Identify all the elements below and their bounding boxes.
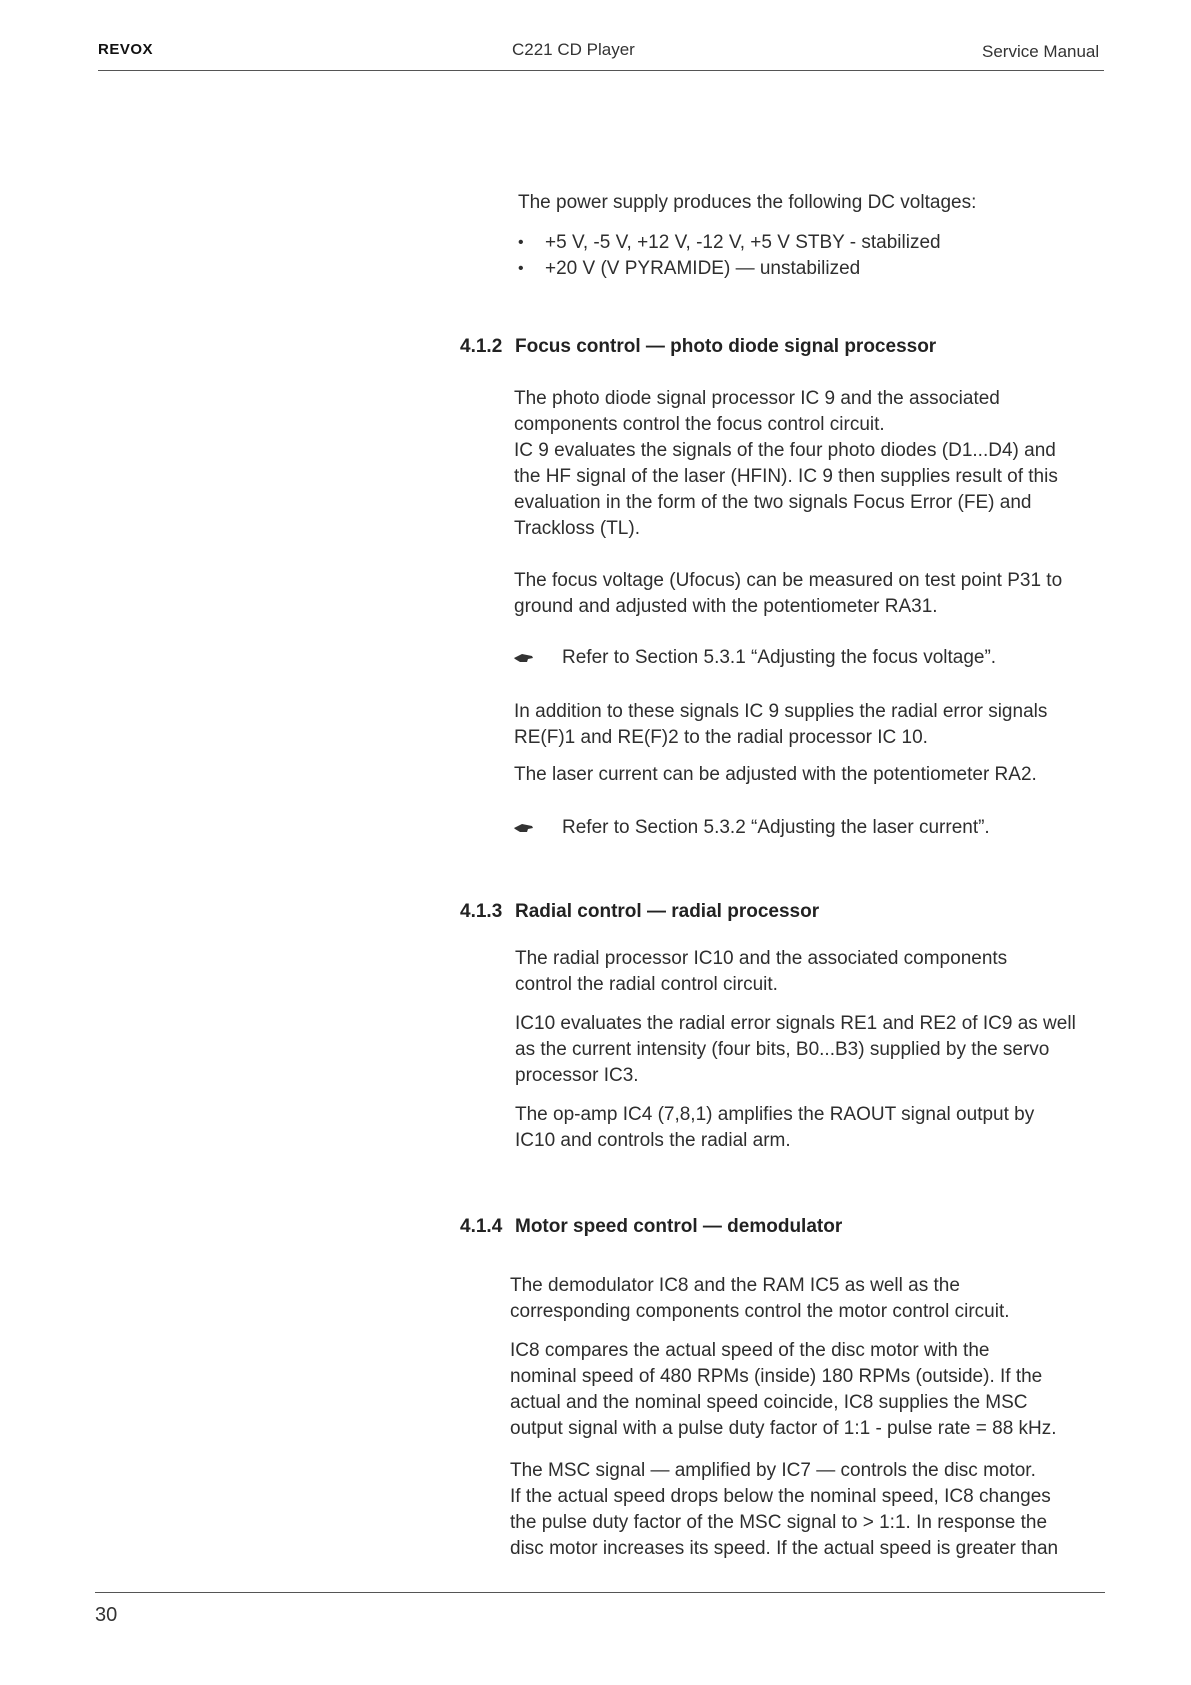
section-title: Radial control — radial processor — [515, 901, 820, 922]
cross-reference-laser-current — [514, 815, 1074, 841]
section-heading-4-1-3 — [460, 901, 819, 923]
text-line: IC 9 evaluates the signals of the four photo diodes (D1...D4) and — [514, 440, 1056, 461]
text-line: IC8 compares the actual speed of the disc motor with the — [510, 1340, 990, 1361]
text-line: the HF signal of the laser (HFIN). IC 9 then supplies result of this — [514, 466, 1058, 487]
intro-lead: The power supply produces the following DC voltages: — [518, 192, 977, 213]
text-line: The photo diode signal processor IC 9 and the associated — [514, 388, 1000, 409]
text-line: disc motor increases its speed. If the actual speed is greater than — [510, 1538, 1059, 1559]
pointing-hand-icon — [514, 653, 534, 663]
page-number: 30 — [95, 1604, 118, 1626]
text-line: The MSC signal — amplified by IC7 — controls the disc motor. — [510, 1460, 1036, 1481]
text-line: the pulse duty factor of the MSC signal to > 1:1. In response the — [510, 1512, 1048, 1533]
paragraph — [514, 386, 1058, 542]
section-heading-4-1-2 — [460, 336, 936, 358]
footer-rule — [95, 1592, 1105, 1593]
text-line: components control the focus control circuit. — [514, 414, 885, 435]
paragraph: The laser current can be adjusted with the potentiometer RA2. — [514, 764, 1037, 785]
section-heading-4-1-4 — [460, 1216, 842, 1238]
paragraph — [510, 1273, 1010, 1325]
text-line: If the actual speed drops below the nominal speed, IC8 changes — [510, 1486, 1051, 1507]
text-line: ground and adjusted with the potentiometer RA31. — [514, 596, 938, 617]
text-line: Trackloss (TL). — [514, 518, 640, 539]
reference-text: Refer to Section 5.3.2 “Adjusting the laser current”. — [562, 817, 990, 838]
cross-reference-focus-voltage — [514, 645, 1074, 671]
paragraph — [515, 946, 1007, 998]
text-line: evaluation in the form of the two signals Focus Error (FE) and — [514, 492, 1032, 513]
text-line: control the radial control circuit. — [515, 974, 778, 995]
voltage-list-item: • +20 V (V PYRAMIDE) — unstabilized — [518, 256, 941, 282]
document-type: Service Manual — [982, 42, 1100, 61]
section-title: Focus control — photo diode signal processor — [515, 336, 937, 357]
header-rule — [98, 70, 1104, 71]
section-number: 4.1.3 — [460, 901, 503, 922]
text-line: The op-amp IC4 (7,8,1) amplifies the RAOUT signal output by — [515, 1104, 1035, 1125]
voltage-list-item: • +5 V, -5 V, +12 V, -12 V, +5 V STBY - stabilized — [518, 230, 941, 256]
reference-text: Refer to Section 5.3.1 “Adjusting the focus voltage”. — [562, 647, 997, 668]
text-line: corresponding components control the motor control circuit. — [510, 1301, 1010, 1322]
paragraph — [510, 1458, 1058, 1562]
text-line: IC10 and controls the radial arm. — [515, 1130, 791, 1151]
text-line: The focus voltage (Ufocus) can be measured on test point P31 to — [514, 570, 1063, 591]
paragraph — [510, 1338, 1057, 1442]
text-line: RE(F)1 and RE(F)2 to the radial processor IC 10. — [514, 727, 928, 748]
paragraph — [514, 699, 1047, 751]
paragraph — [514, 568, 1062, 620]
text-line: processor IC3. — [515, 1065, 639, 1086]
paragraph — [515, 1102, 1034, 1154]
document-title: C221 CD Player — [512, 40, 635, 59]
paragraph — [515, 1011, 1076, 1089]
text-line: The radial processor IC10 and the associated components — [515, 948, 1008, 969]
text-line: The demodulator IC8 and the RAM IC5 as well as the — [510, 1275, 960, 1296]
section-number: 4.1.2 — [460, 336, 503, 357]
brand-logo: REVOX — [98, 41, 154, 58]
text-line: nominal speed of 480 RPMs (inside) 180 RPMs (outside). If the — [510, 1366, 1043, 1387]
pointing-hand-icon — [514, 823, 534, 833]
text-line: In addition to these signals IC 9 supplies the radial error signals — [514, 701, 1048, 722]
text-line: actual and the nominal speed coincide, IC8 supplies the MSC — [510, 1392, 1028, 1413]
voltage-list — [518, 230, 941, 282]
section-number: 4.1.4 — [460, 1216, 503, 1237]
text-line: as the current intensity (four bits, B0...B3) supplied by the servo — [515, 1039, 1050, 1060]
section-title: Motor speed control — demodulator — [515, 1216, 843, 1237]
text-line: IC10 evaluates the radial error signals RE1 and RE2 of IC9 as well — [515, 1013, 1076, 1034]
text-line: output signal with a pulse duty factor of 1:1 - pulse rate = 88 kHz. — [510, 1418, 1057, 1439]
